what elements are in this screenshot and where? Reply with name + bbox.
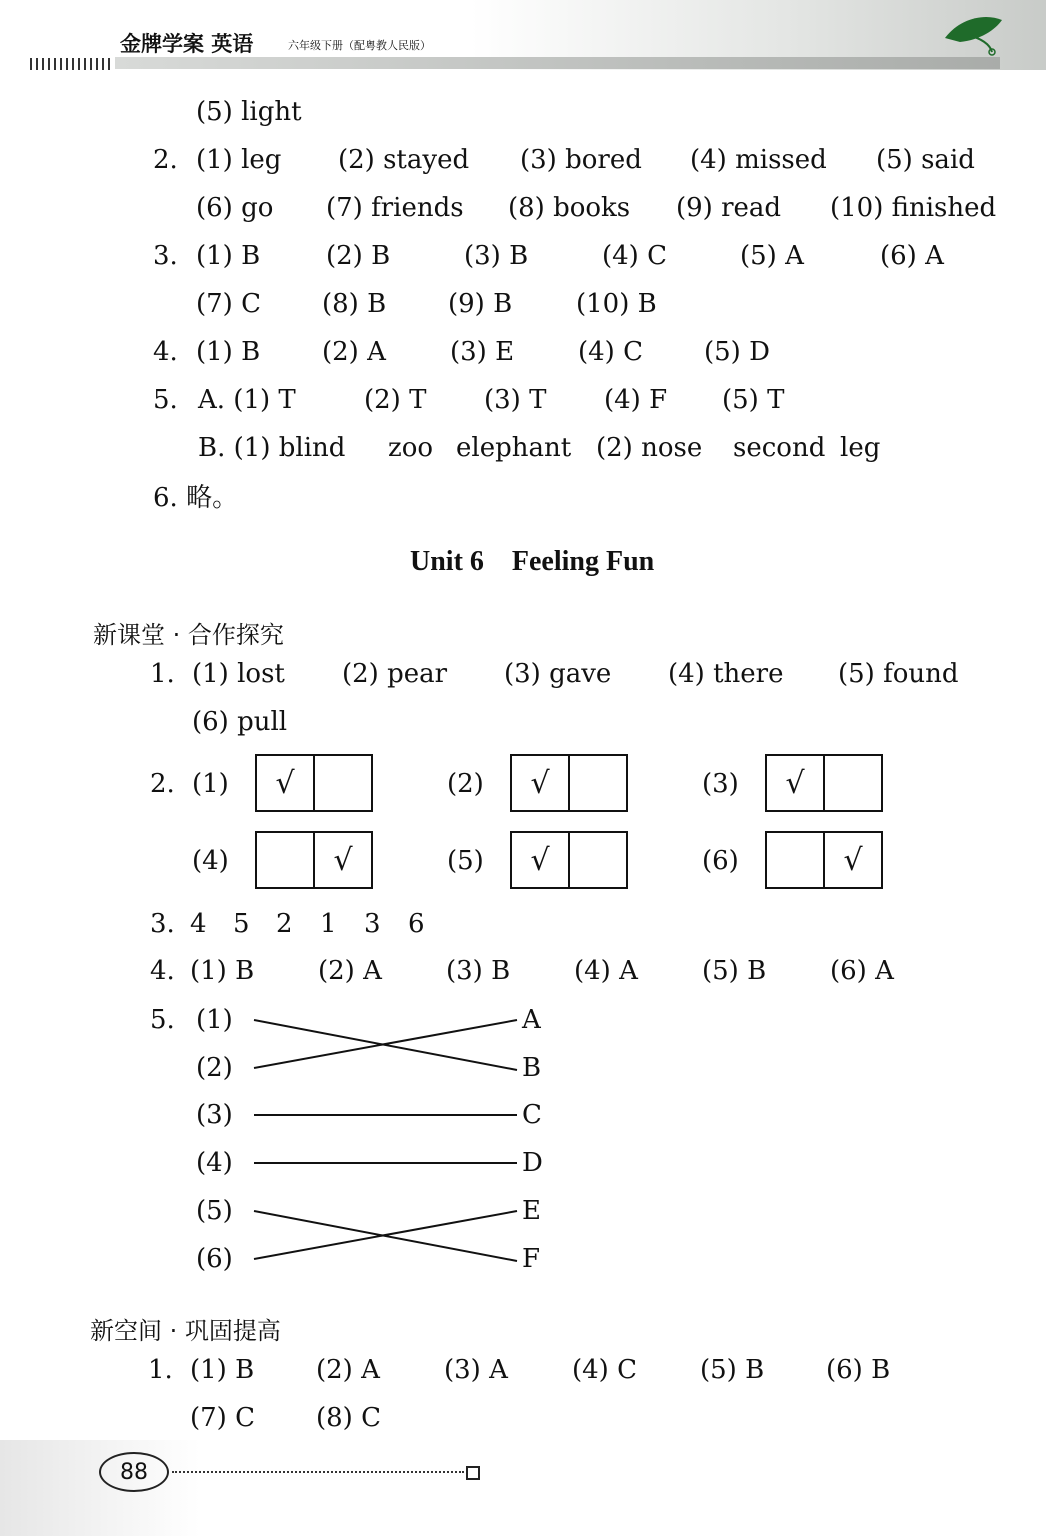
q-number: 3.	[153, 241, 178, 271]
answer-item: (3) B	[464, 241, 529, 271]
answer-item: (5) D	[704, 337, 770, 367]
box-label: (4)	[192, 846, 229, 876]
answer-item: (1) leg	[196, 145, 282, 175]
answer-item: (5) B	[700, 1355, 765, 1385]
match-left-label: (1)	[196, 1005, 233, 1035]
answer-item: (9) B	[448, 289, 513, 319]
answer-item: (2) B	[326, 241, 391, 271]
answer-item: (10) B	[576, 289, 657, 319]
answer-item: (6) go	[196, 193, 274, 223]
q-number: 2.	[153, 145, 178, 175]
answer-item: (8) C	[316, 1403, 381, 1433]
answer-item: (8) B	[322, 289, 387, 319]
box-label: (3)	[702, 769, 739, 799]
answer-item: (4) there	[668, 659, 784, 689]
check-cell: √	[843, 842, 863, 878]
answer-item: zoo	[388, 433, 434, 463]
q-number: 4.	[153, 337, 178, 367]
answer-item: (8) books	[508, 193, 631, 223]
check-cell: √	[333, 842, 353, 878]
answer-item: (5) B	[702, 956, 767, 986]
answer-item: (1) B	[196, 337, 261, 367]
answer-item: (2) A	[316, 1355, 380, 1385]
answer-item: (7) C	[196, 289, 261, 319]
answer-item: (6) A	[880, 241, 944, 271]
match-right-label: C	[522, 1100, 542, 1130]
answer-item: (3) A	[444, 1355, 508, 1385]
answer-item: (2) nose	[596, 433, 703, 463]
order-number: 1	[320, 909, 337, 939]
match-left-label: (2)	[196, 1053, 233, 1083]
prev-q1-item5: (5) light	[196, 97, 302, 127]
answer-item: B. (1) blind	[198, 433, 346, 463]
order-number: 4	[190, 909, 207, 939]
answer-item: 6. 略。	[153, 483, 239, 513]
answer-item: (3) B	[446, 956, 511, 986]
page-number: 88	[99, 1452, 169, 1492]
unit-title: Unit 6 Feeling Fun	[410, 546, 655, 577]
answer-item: (3) T	[484, 385, 547, 415]
section-title: 新空间 · 巩固提高	[90, 1317, 281, 1345]
match-right-label: B	[522, 1053, 542, 1083]
q-number: 2.	[150, 769, 175, 799]
box-label: (1)	[192, 769, 229, 799]
answer-item: (6) pull	[192, 707, 288, 737]
order-number: 3	[364, 909, 381, 939]
match-right-label: A	[522, 1005, 541, 1035]
footer-band	[0, 1440, 200, 1536]
answer-item: (4) missed	[690, 145, 827, 175]
answer-item: (4) C	[572, 1355, 637, 1385]
match-right-label: D	[522, 1148, 543, 1178]
answer-item: (3) bored	[520, 145, 642, 175]
q-number: 3.	[150, 909, 175, 939]
answer-item: (3) E	[450, 337, 515, 367]
match-left-label: (3)	[196, 1100, 233, 1130]
order-number: 5	[233, 909, 250, 939]
answer-item: elephant	[456, 433, 572, 463]
answer-item: (5) T	[722, 385, 785, 415]
answer-item: (2) A	[318, 956, 382, 986]
answer-item: (5) A	[740, 241, 804, 271]
answer-item: second	[733, 433, 826, 463]
match-right-label: F	[522, 1244, 541, 1274]
order-number: 6	[408, 909, 425, 939]
answer-item: (4) C	[602, 241, 667, 271]
check-cell: √	[767, 756, 825, 810]
answer-item: (1) B	[190, 956, 255, 986]
q-number: 5.	[153, 385, 178, 415]
answer-item: (2) T	[364, 385, 427, 415]
answer-item: (2) pear	[342, 659, 448, 689]
answer-item: (4) F	[604, 385, 668, 415]
answer-item: (1) B	[190, 1355, 255, 1385]
answer-item: (10) finished	[830, 193, 997, 223]
answer-item: (5) found	[838, 659, 959, 689]
check-cell: √	[512, 756, 570, 810]
answer-item: (2) A	[322, 337, 386, 367]
match-right-label: E	[522, 1196, 541, 1226]
answer-item: (4) A	[574, 956, 638, 986]
order-number: 2	[276, 909, 293, 939]
check-cell: √	[257, 756, 315, 810]
answer-item: (1) B	[196, 241, 261, 271]
check-cell: √	[512, 833, 570, 887]
footer-square-icon	[466, 1466, 480, 1480]
box-label: (6)	[702, 846, 739, 876]
match-left-label: (4)	[196, 1148, 233, 1178]
box-label: (2)	[447, 769, 484, 799]
book-title: 金牌学案 英语	[120, 32, 254, 56]
answer-item: (5) said	[876, 145, 975, 175]
answer-item: (3) gave	[504, 659, 612, 689]
q-number: 1.	[150, 659, 175, 689]
section-title: 新课堂 · 合作探究	[93, 621, 284, 649]
answer-item: leg	[840, 433, 881, 463]
answer-item: (7) friends	[326, 193, 464, 223]
answer-item: (9) read	[676, 193, 782, 223]
footer-dotted-rule	[172, 1471, 464, 1473]
answer-item: A. (1) T	[198, 385, 296, 415]
answer-item: (6) A	[830, 956, 894, 986]
answer-item: (7) C	[190, 1403, 255, 1433]
q-number: 1.	[148, 1355, 173, 1385]
match-left-label: (6)	[196, 1244, 233, 1274]
answer-item: (6) B	[826, 1355, 891, 1385]
box-label: (5)	[447, 846, 484, 876]
answer-item: (1) lost	[192, 659, 285, 689]
book-subtitle: 六年级下册（配粤教人民版）	[288, 39, 431, 52]
q-number: 5.	[150, 1005, 175, 1035]
answer-item: (2) stayed	[338, 145, 470, 175]
q-number: 4.	[150, 956, 175, 986]
match-left-label: (5)	[196, 1196, 233, 1226]
answer-item: (4) C	[578, 337, 643, 367]
